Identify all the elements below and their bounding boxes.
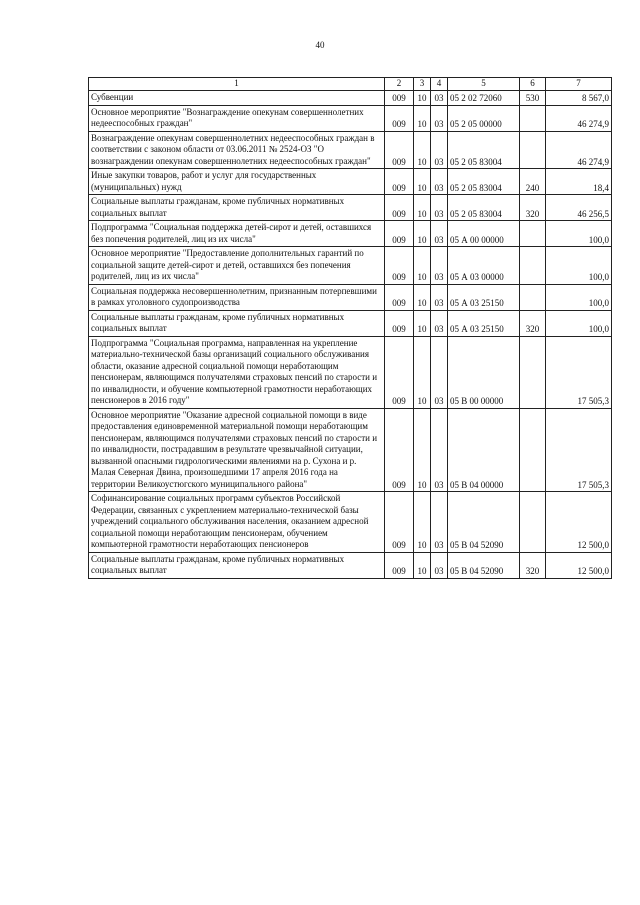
row-section-cell: 10: [414, 247, 431, 285]
row-subsection-cell: 03: [431, 195, 448, 221]
row-amount-cell: 100,0: [546, 221, 612, 247]
row-expense-type-cell: 320: [520, 195, 546, 221]
row-target-article-cell: 05 В 04 52090: [448, 492, 520, 553]
row-subsection-cell: 03: [431, 408, 448, 492]
row-amount-cell: 100,0: [546, 247, 612, 285]
row-subsection-cell: 03: [431, 552, 448, 578]
row-section-cell: 10: [414, 105, 431, 131]
row-grbs-cell: 009: [385, 336, 414, 408]
row-amount-cell: 18,4: [546, 169, 612, 195]
row-section-cell: 10: [414, 131, 431, 169]
row-name-cell: Социальные выплаты гражданам, кроме публичных нормативных социальных выплат: [89, 310, 385, 336]
row-target-article-cell: 05 В 04 00000: [448, 408, 520, 492]
row-subsection-cell: 03: [431, 221, 448, 247]
row-grbs-cell: 009: [385, 492, 414, 553]
row-expense-type-cell: 320: [520, 310, 546, 336]
row-section-cell: 10: [414, 552, 431, 578]
row-section-cell: 10: [414, 336, 431, 408]
row-name-cell: Основное мероприятие "Предоставление дополнительных гарантий по социальной защите детей-сирот и детей, оставшихся без попечения родителей, лиц из их числа": [89, 247, 385, 285]
row-amount-cell: 100,0: [546, 310, 612, 336]
row-expense-type-cell: [520, 105, 546, 131]
row-target-article-cell: 05 2 05 83004: [448, 131, 520, 169]
budget-table: [88, 77, 612, 579]
row-amount-cell: 17 505,3: [546, 336, 612, 408]
row-amount-cell: 100,0: [546, 284, 612, 310]
table-header-row: [89, 78, 612, 91]
table-row: [89, 247, 612, 285]
row-amount-cell: 8 567,0: [546, 91, 612, 106]
row-name-cell: Социальная поддержка несовершеннолетним, признанным потерпевшими в рамках уголовного судопроизводства: [89, 284, 385, 310]
row-name-cell: Социальные выплаты гражданам, кроме публичных нормативных социальных выплат: [89, 552, 385, 578]
row-name-cell: Основное мероприятие "Оказание адресной социальной помощи в виде предоставления единовременной материальной помощи неработающим пенсионерам, являющимся получателями страховых пенсий по старости и по инвалидности, пострадавшим в результате чрезвычайной ситуации, вызванной опасными гидрологическими явлениями на р. Сухона и р. Малая Северная Двина, произошедшими 17 апреля 2016 года на территории Великоустюгского муниципального района": [89, 408, 385, 492]
row-subsection-cell: 03: [431, 105, 448, 131]
row-amount-cell: 12 500,0: [546, 552, 612, 578]
row-expense-type-cell: [520, 408, 546, 492]
row-subsection-cell: 03: [431, 336, 448, 408]
row-name-cell: Софинансирование социальных программ субъектов Российской Федерации, связанных с укреплением материально-технической базы учреждений социального обслуживания населения, оказанием адресной социальной помощи неработающим пенсионерам, обучением компьютерной грамотности неработающих пенсионеров: [89, 492, 385, 553]
row-expense-type-cell: [520, 131, 546, 169]
row-subsection-cell: 03: [431, 247, 448, 285]
row-expense-type-cell: [520, 247, 546, 285]
row-grbs-cell: 009: [385, 195, 414, 221]
header-cell: 3: [414, 78, 431, 91]
page-number: 40: [315, 40, 325, 50]
row-name-cell: Иные закупки товаров, работ и услуг для государственных (муниципальных) нужд: [89, 169, 385, 195]
table-row: [89, 221, 612, 247]
row-name-cell: Подпрограмма "Социальная программа, направленная на укрепление материально-технической базы организаций социального обслуживания области, оказание адресной социальной помощи неработающим пенсионерам, являющимся получателями страховых пенсий по старости и по инвалидности, и обучение компьютерной грамотности неработающих пенсионеров в 2016 году": [89, 336, 385, 408]
row-section-cell: 10: [414, 408, 431, 492]
row-subsection-cell: 03: [431, 91, 448, 106]
row-subsection-cell: 03: [431, 310, 448, 336]
table-row: [89, 310, 612, 336]
row-expense-type-cell: [520, 492, 546, 553]
table-row: [89, 284, 612, 310]
row-target-article-cell: 05 2 05 83004: [448, 169, 520, 195]
row-grbs-cell: 009: [385, 131, 414, 169]
row-name-cell: Вознаграждение опекунам совершеннолетних недееспособных граждан в соответствии с законом области от 03.06.2011 № 2524-ОЗ "О вознаграждении опекунам совершеннолетних недееспособных граждан": [89, 131, 385, 169]
table-row: [89, 91, 612, 106]
row-expense-type-cell: 240: [520, 169, 546, 195]
row-section-cell: 10: [414, 284, 431, 310]
row-section-cell: 10: [414, 195, 431, 221]
row-target-article-cell: 05 А 03 00000: [448, 247, 520, 285]
row-expense-type-cell: [520, 221, 546, 247]
table-row: [89, 169, 612, 195]
row-target-article-cell: 05 В 00 00000: [448, 336, 520, 408]
table-row: [89, 492, 612, 553]
row-grbs-cell: 009: [385, 552, 414, 578]
row-subsection-cell: 03: [431, 131, 448, 169]
header-cell: 6: [520, 78, 546, 91]
row-target-article-cell: 05 А 00 00000: [448, 221, 520, 247]
header-cell: 7: [546, 78, 612, 91]
row-grbs-cell: 009: [385, 247, 414, 285]
row-amount-cell: 46 256,5: [546, 195, 612, 221]
row-grbs-cell: 009: [385, 310, 414, 336]
header-cell: 2: [385, 78, 414, 91]
row-expense-type-cell: 320: [520, 552, 546, 578]
row-grbs-cell: 009: [385, 408, 414, 492]
row-grbs-cell: 009: [385, 284, 414, 310]
table-row: [89, 131, 612, 169]
row-name-cell: Субвенции: [89, 91, 385, 106]
row-grbs-cell: 009: [385, 169, 414, 195]
row-section-cell: 10: [414, 169, 431, 195]
table-row: [89, 105, 612, 131]
row-amount-cell: 46 274,9: [546, 105, 612, 131]
row-name-cell: Подпрограмма "Социальная поддержка детей-сирот и детей, оставшихся без попечения родителей, лиц из их числа": [89, 221, 385, 247]
row-grbs-cell: 009: [385, 91, 414, 106]
row-target-article-cell: 05 2 02 72060: [448, 91, 520, 106]
table-row: [89, 336, 612, 408]
header-cell: 1: [89, 78, 385, 91]
row-section-cell: 10: [414, 310, 431, 336]
row-amount-cell: 17 505,3: [546, 408, 612, 492]
row-expense-type-cell: [520, 284, 546, 310]
table-row: [89, 195, 612, 221]
row-section-cell: 10: [414, 221, 431, 247]
row-target-article-cell: 05 А 03 25150: [448, 310, 520, 336]
table-row: [89, 408, 612, 492]
row-amount-cell: 12 500,0: [546, 492, 612, 553]
row-subsection-cell: 03: [431, 169, 448, 195]
row-target-article-cell: 05 2 05 00000: [448, 105, 520, 131]
row-grbs-cell: 009: [385, 221, 414, 247]
table-row: [89, 552, 612, 578]
header-cell: 5: [448, 78, 520, 91]
header-cell: 4: [431, 78, 448, 91]
row-target-article-cell: 05 В 04 52090: [448, 552, 520, 578]
row-subsection-cell: 03: [431, 492, 448, 553]
row-target-article-cell: 05 А 03 25150: [448, 284, 520, 310]
row-expense-type-cell: [520, 336, 546, 408]
row-amount-cell: 46 274,9: [546, 131, 612, 169]
row-section-cell: 10: [414, 91, 431, 106]
row-section-cell: 10: [414, 492, 431, 553]
row-expense-type-cell: 530: [520, 91, 546, 106]
row-name-cell: Основное мероприятие "Вознаграждение опекунам совершеннолетних недееспособных граждан": [89, 105, 385, 131]
row-name-cell: Социальные выплаты гражданам, кроме публичных нормативных социальных выплат: [89, 195, 385, 221]
row-target-article-cell: 05 2 05 83004: [448, 195, 520, 221]
row-subsection-cell: 03: [431, 284, 448, 310]
row-grbs-cell: 009: [385, 105, 414, 131]
